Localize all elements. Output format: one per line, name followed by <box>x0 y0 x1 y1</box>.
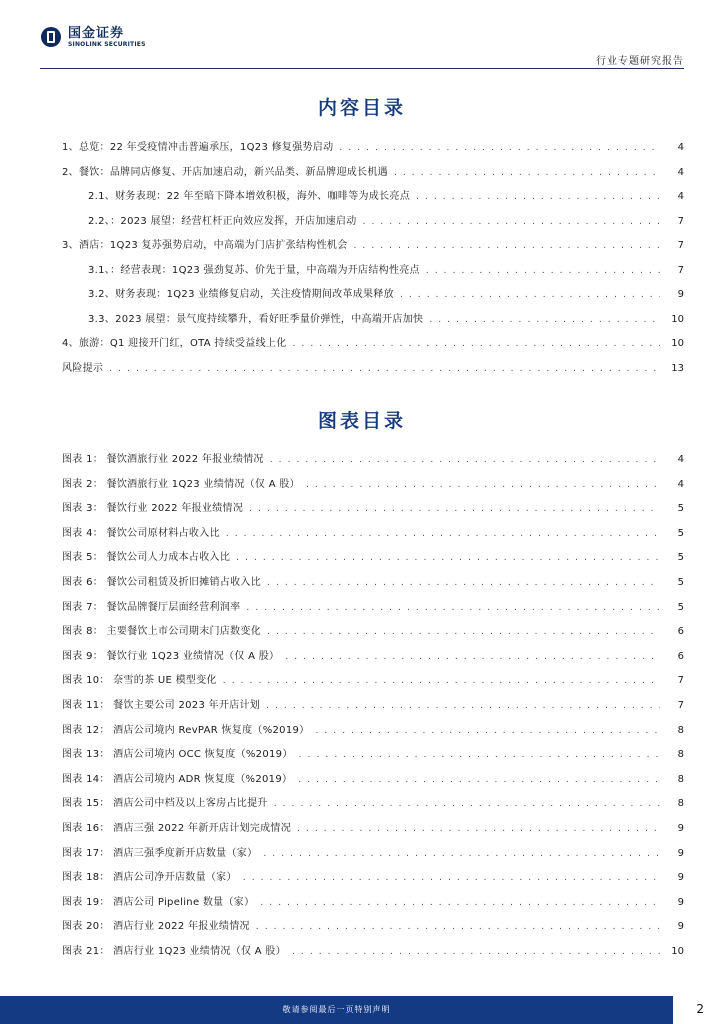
dot-leader <box>292 947 660 957</box>
figure-entry-label: 图表 4： 餐饮公司原材料占收入比 <box>62 527 220 539</box>
figure-entry-page: 5 <box>677 527 684 539</box>
contents-entry-page: 7 <box>677 215 684 227</box>
page-header <box>0 0 724 70</box>
dot-leader <box>256 922 660 932</box>
figure-entry[interactable] <box>62 893 684 918</box>
figure-entry-label: 图表 12： 酒店公司境内 RevPAR 恢复度（%2019） <box>62 724 310 736</box>
contents-entry[interactable] <box>62 285 684 310</box>
figure-entry[interactable] <box>62 917 684 942</box>
dot-leader <box>246 603 660 613</box>
footer-disclaimer: 敬请参阅最后一页特别声明 <box>282 1005 391 1014</box>
figure-entry-label: 图表 2： 餐饮酒旅行业 1Q23 业绩情况（仅 A 股） <box>62 478 300 490</box>
contents-entry-page: 7 <box>677 264 684 276</box>
figure-entry-label: 图表 1： 餐饮酒旅行业 2022 年报业绩情况 <box>62 454 264 465</box>
figure-entry-label: 图表 3： 餐饮行业 2022 年报业绩情况 <box>62 503 244 515</box>
dot-leader <box>299 750 660 760</box>
figure-entry[interactable] <box>62 819 684 844</box>
dot-leader <box>267 578 660 588</box>
contents-entry-label: 1、总览：22 年受疫情冲击普遍承压，1Q23 修复强势启动 <box>62 142 334 153</box>
contents-entry-page: 9 <box>677 289 684 300</box>
logo-chinese-name: 国金证券 <box>68 25 125 41</box>
figure-entry[interactable] <box>62 794 684 819</box>
dot-leader <box>426 266 660 276</box>
dot-leader <box>270 455 660 465</box>
figures-title: 图表目录 <box>317 410 406 432</box>
dot-leader <box>266 701 660 711</box>
figure-entry-label: 图表 14： 酒店公司境内 ADR 恢复度（%2019） <box>62 773 293 785</box>
contents-entry-label: 3.3、2023 展望：景气度持续攀升，看好旺季量价弹性，中高端开店加快 <box>88 313 424 325</box>
figure-entry[interactable] <box>62 868 684 893</box>
contents-entry-page: 10 <box>671 313 684 325</box>
figure-entry[interactable] <box>62 647 684 672</box>
figure-entry-page: 9 <box>677 896 684 908</box>
figure-entry-page: 5 <box>677 503 684 515</box>
contents-entry[interactable] <box>62 187 684 212</box>
contents-entry-page: 4 <box>677 166 684 178</box>
figure-entry-label: 图表 13： 酒店公司境内 OCC 恢复度（%2019） <box>62 749 293 761</box>
figure-entry[interactable] <box>62 450 684 475</box>
page-footer <box>0 996 724 1024</box>
figure-entry-page: 6 <box>677 626 684 638</box>
dot-leader <box>285 652 660 662</box>
contents-entry-page: 4 <box>677 191 684 202</box>
figure-entry-label: 图表 8： 主要餐饮上市公司期末门店数变化 <box>62 626 262 638</box>
contents-entry[interactable] <box>62 310 684 335</box>
contents-entry-page: 4 <box>677 142 684 153</box>
figure-entry-label: 图表 21： 酒店行业 1Q23 业绩情况（仅 A 股） <box>62 945 286 957</box>
dot-leader <box>236 553 660 563</box>
contents-list <box>62 138 684 383</box>
contents-entry-page: 7 <box>677 240 684 251</box>
figure-entry[interactable] <box>62 524 684 549</box>
figure-entry-label: 图表 17： 酒店三强季度新开店数量（家） <box>62 847 258 859</box>
contents-entry[interactable] <box>62 212 684 237</box>
contents-entry-page: 13 <box>671 362 684 374</box>
figure-entry-page: 8 <box>677 798 684 810</box>
dot-leader <box>267 627 660 637</box>
contents-entry-label: 2.2、：2023 展望：经营杠杆正向效应发挥，开店加速启动 <box>88 215 357 227</box>
figure-entry[interactable] <box>62 844 684 869</box>
figure-entry-page: 5 <box>677 601 684 613</box>
contents-entry[interactable] <box>62 359 684 384</box>
figure-entry-label: 图表 19： 酒店公司 Pipeline 数量（家） <box>62 896 255 908</box>
dot-leader <box>297 824 660 834</box>
figure-entry-page: 4 <box>677 454 684 465</box>
header-divider <box>40 68 684 69</box>
figure-entry[interactable] <box>62 942 684 967</box>
dot-leader <box>339 143 660 153</box>
dot-leader <box>363 217 660 227</box>
figure-entry-page: 7 <box>677 699 684 711</box>
figure-entry-page: 9 <box>677 872 684 884</box>
contents-entry-label: 3、酒店：1Q23 复苏强势启动，中高端为门店扩张结构性机会 <box>62 240 348 251</box>
figure-entry-label: 图表 20： 酒店行业 2022 年报业绩情况 <box>62 921 250 933</box>
figure-entry-label: 图表 11： 餐饮主要公司 2023 年开店计划 <box>62 699 261 711</box>
contents-title: 内容目录 <box>317 97 406 119</box>
dot-leader <box>274 799 660 809</box>
figure-entry[interactable] <box>62 696 684 721</box>
dot-leader <box>429 315 660 325</box>
dot-leader <box>249 504 660 514</box>
dot-leader <box>293 339 661 349</box>
contents-entry-page: 10 <box>671 338 684 349</box>
figure-entry-page: 4 <box>677 478 684 490</box>
figure-entry-label: 图表 7： 餐饮品牌餐厅层面经营利润率 <box>62 601 241 613</box>
dot-leader <box>354 241 661 251</box>
dot-leader <box>243 873 660 883</box>
figure-entry-label: 图表 6： 餐饮公司租赁及折旧摊销占收入比 <box>62 576 262 588</box>
figure-entry[interactable] <box>62 671 684 696</box>
dot-leader <box>298 775 660 785</box>
contents-entry[interactable] <box>62 236 684 261</box>
figure-entry-page: 8 <box>677 724 684 736</box>
figure-entry[interactable] <box>62 499 684 524</box>
report-category: 行业专题研究报告 <box>596 56 684 67</box>
figure-entry-label: 图表 5： 餐饮公司人力成本占收入比 <box>62 552 231 564</box>
dot-leader <box>226 529 660 539</box>
dot-leader <box>260 898 660 908</box>
contents-entry-label: 2、餐饮：品牌同店修复、开店加速启动，新兴品类、新品牌迎成长机遇 <box>62 166 388 178</box>
contents-entry-label: 3.2、财务表现：1Q23 业绩修复启动，关注疫情期间改革成果释放 <box>88 289 394 300</box>
figure-entry[interactable] <box>62 745 684 770</box>
figure-entry[interactable] <box>62 475 684 500</box>
figures-list <box>62 450 684 966</box>
dot-leader <box>306 480 660 490</box>
figure-entry-page: 7 <box>677 675 684 687</box>
contents-entry[interactable] <box>62 163 684 188</box>
contents-entry[interactable] <box>62 138 684 163</box>
contents-entry[interactable] <box>62 334 684 359</box>
figure-entry-page: 8 <box>677 749 684 761</box>
figure-entry-label: 图表 9： 餐饮行业 1Q23 业绩情况（仅 A 股） <box>62 650 280 662</box>
figure-entry-label: 图表 10： 奈雪的茶 UE 模型变化 <box>62 675 217 687</box>
figure-entry-page: 9 <box>677 822 684 834</box>
dot-leader <box>263 849 660 859</box>
company-logo <box>40 26 146 48</box>
contents-entry-label: 2.1、财务表现：22 年至暗下降本增效积极，海外、咖啡等为成长亮点 <box>88 191 411 202</box>
figure-entry[interactable] <box>62 721 684 746</box>
figure-entry[interactable] <box>62 770 684 795</box>
dot-leader <box>400 290 660 300</box>
figure-entry[interactable] <box>62 548 684 573</box>
logo-english-name: SINOLINK SECURITIES <box>68 40 146 48</box>
contents-entry-label: 3.1、：经营表现：1Q23 强劲复苏、价先于量，中高端为开店结构性亮点 <box>88 264 420 276</box>
dot-leader <box>223 676 660 686</box>
page-number: 2 <box>696 1002 704 1016</box>
contents-entry-label: 风险提示 <box>62 362 104 374</box>
figure-entry-page: 8 <box>677 773 684 785</box>
contents-entry-label: 4、旅游：Q1 迎接开门红，OTA 持续受益线上化 <box>62 338 287 349</box>
figure-entry[interactable] <box>62 622 684 647</box>
figure-entry-page: 9 <box>677 921 684 933</box>
dot-leader <box>394 168 660 178</box>
figure-entry-page: 5 <box>677 576 684 588</box>
figure-entry[interactable] <box>62 598 684 623</box>
dot-leader <box>416 192 660 202</box>
figure-entry-page: 9 <box>677 847 684 859</box>
figure-entry-label: 图表 18： 酒店公司净开店数量（家） <box>62 872 237 884</box>
figure-entry[interactable] <box>62 573 684 598</box>
dot-leader <box>315 726 660 736</box>
logo-icon <box>40 26 62 48</box>
figure-entry-page: 5 <box>677 552 684 564</box>
dot-leader <box>109 364 660 374</box>
figure-entry-page: 10 <box>671 945 684 957</box>
contents-entry[interactable] <box>62 261 684 286</box>
figure-entry-page: 6 <box>677 650 684 662</box>
figure-entry-label: 图表 15： 酒店公司中档及以上客房占比提升 <box>62 798 268 810</box>
figure-entry-label: 图表 16： 酒店三强 2022 年新开店计划完成情况 <box>62 822 291 834</box>
